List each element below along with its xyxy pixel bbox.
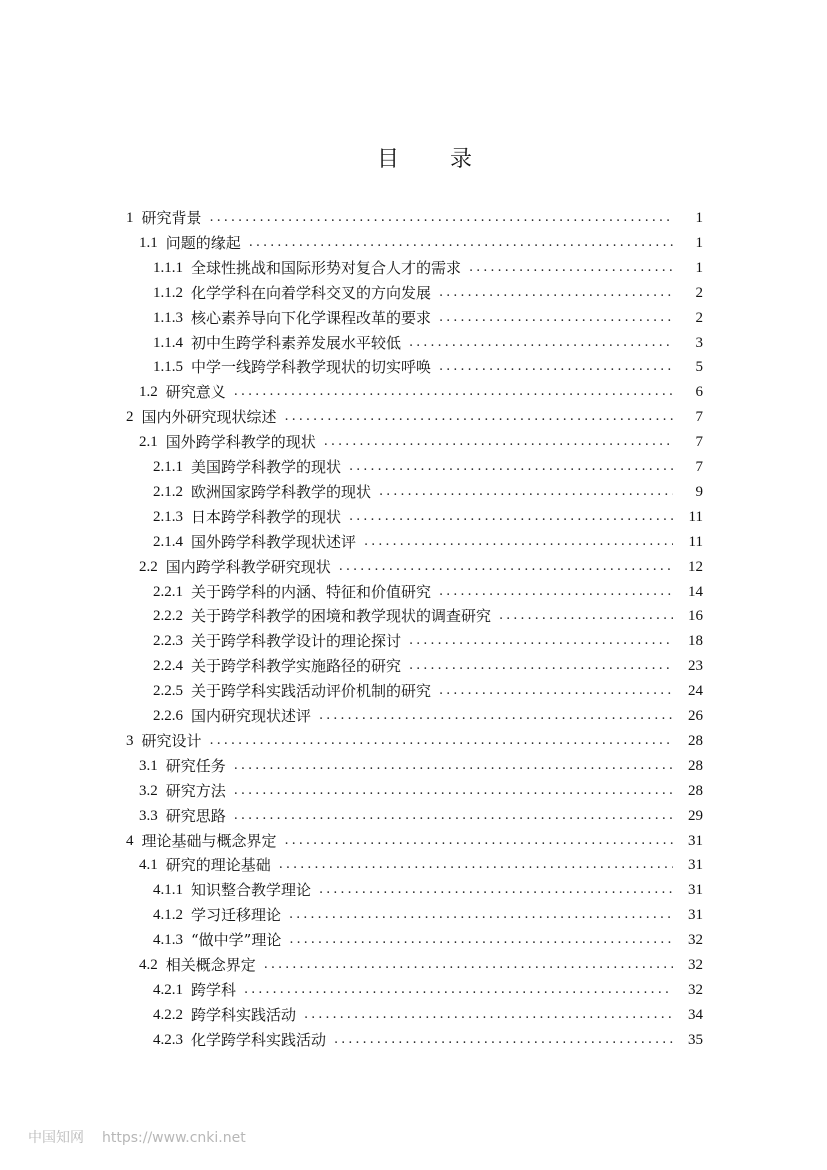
toc-dot-leader xyxy=(234,754,673,778)
toc-dot-leader xyxy=(319,878,673,902)
toc-entry[interactable] xyxy=(139,779,703,803)
toc-entry[interactable] xyxy=(126,729,703,753)
toc-entry-label: “做中学”理论 xyxy=(191,931,282,950)
toc-entry[interactable] xyxy=(153,331,703,355)
watermark-url: https://www.cnki.net xyxy=(102,1130,246,1146)
toc-entry-number: 4.2 xyxy=(139,957,158,973)
toc-entry[interactable] xyxy=(153,256,703,280)
toc-dot-leader xyxy=(244,978,673,1002)
toc-entry-number: 2.2 xyxy=(139,558,158,575)
toc-dot-leader xyxy=(249,231,673,255)
toc-dot-leader xyxy=(285,405,673,429)
toc-entry[interactable] xyxy=(139,953,703,977)
toc-entry[interactable] xyxy=(153,505,703,529)
toc-dot-leader xyxy=(319,704,673,728)
toc-entry-number: 4.2.2 xyxy=(153,1006,183,1023)
toc-entry-number: 4.2.3 xyxy=(153,1031,183,1048)
toc-entry-page-number: 1 xyxy=(695,210,703,226)
toc-entry-label: 问题的缘起 xyxy=(165,233,241,252)
toc-entry[interactable] xyxy=(153,530,703,554)
toc-entry-label: 相关概念界定 xyxy=(165,956,256,974)
toc-dot-leader xyxy=(379,480,673,504)
toc-dot-leader xyxy=(279,853,673,877)
toc-entry-label: 中学一线跨学科教学现状的切实呼唤 xyxy=(191,358,432,377)
toc-entry[interactable] xyxy=(153,878,703,902)
toc-entry-page-number: 12 xyxy=(688,558,703,575)
toc-entry[interactable] xyxy=(153,455,703,479)
toc-entry-label: 欧洲国家跨学科教学的现状 xyxy=(191,482,372,501)
toc-entry-number: 1.1.5 xyxy=(153,359,183,376)
toc-entry-label: 日本跨学科教学的现状 xyxy=(191,507,342,526)
toc-entry-page-number: 3 xyxy=(695,334,703,351)
toc-dot-leader xyxy=(334,1028,673,1052)
toc-entry[interactable] xyxy=(139,853,703,877)
toc-dot-leader xyxy=(439,355,673,379)
toc-entry-page-number: 7 xyxy=(695,459,703,475)
toc-entry[interactable] xyxy=(153,679,703,703)
toc-dot-leader xyxy=(409,654,673,678)
toc-entry-label: 核心素养导向下化学课程改革的要求 xyxy=(191,308,432,327)
toc-entry-page-number: 31 xyxy=(688,907,703,924)
toc-entry-number: 1.1.4 xyxy=(153,334,183,351)
toc-entry[interactable] xyxy=(139,231,703,255)
toc-entry-label: 国外跨学科教学的现状 xyxy=(165,433,316,452)
toc-entry-label: 研究任务 xyxy=(165,756,226,775)
toc-entry-page-number: 2 xyxy=(695,309,703,326)
toc-entry-page-number: 26 xyxy=(688,708,703,724)
toc-entry-label: 美国跨学科教学的现状 xyxy=(191,458,342,476)
toc-entry[interactable] xyxy=(153,928,703,952)
toc-entry[interactable] xyxy=(153,978,703,1002)
toc-entry-page-number: 35 xyxy=(688,1031,703,1048)
toc-entry[interactable] xyxy=(126,206,703,230)
toc-entry[interactable] xyxy=(139,430,703,454)
toc-entry-page-number: 31 xyxy=(688,857,703,874)
toc-dot-leader xyxy=(285,829,673,853)
toc-entry[interactable] xyxy=(153,704,703,728)
toc-entry-number: 3 xyxy=(126,732,134,749)
toc-dot-leader xyxy=(439,580,673,604)
toc-entry-page-number: 34 xyxy=(688,1006,703,1023)
toc-entry-label: 研究设计 xyxy=(141,731,202,750)
toc-entry-number: 3.3 xyxy=(139,807,158,824)
toc-entry-number: 2.1.2 xyxy=(153,483,183,500)
toc-entry[interactable] xyxy=(139,380,703,404)
toc-entry-number: 1 xyxy=(126,210,134,226)
toc-entry-label: 关于跨学科教学的困境和教学现状的调查研究 xyxy=(191,607,492,626)
toc-entry-page-number: 31 xyxy=(688,882,703,899)
toc-entry-label: 初中生跨学科素养发展水平较低 xyxy=(191,333,402,352)
toc-entry-number: 1.1.3 xyxy=(153,309,183,326)
toc-entry[interactable] xyxy=(153,306,703,330)
toc-entry-number: 4.1.3 xyxy=(153,932,183,949)
toc-entry[interactable] xyxy=(139,754,703,778)
toc-entry-number: 2.2.1 xyxy=(153,583,183,600)
toc-entry-page-number: 28 xyxy=(688,757,703,774)
toc-entry-page-number: 32 xyxy=(688,957,703,973)
toc-dot-leader xyxy=(289,928,673,952)
toc-dot-leader xyxy=(364,530,673,554)
toc-dot-leader xyxy=(324,430,673,454)
toc-dot-leader xyxy=(234,779,673,803)
toc-entry-number: 2.1.3 xyxy=(153,508,183,525)
toc-entry-page-number: 6 xyxy=(695,384,703,401)
toc-dot-leader xyxy=(349,505,673,529)
toc-entry-number: 2.1.4 xyxy=(153,533,183,550)
toc-entry[interactable] xyxy=(153,480,703,504)
toc-entry-label: 理论基础与概念界定 xyxy=(141,831,277,850)
toc-entry[interactable] xyxy=(153,903,703,927)
toc-entry-number: 1.2 xyxy=(139,384,158,401)
toc-entry-label: 知识整合教学理论 xyxy=(191,881,312,900)
toc-entry[interactable] xyxy=(153,629,703,653)
toc-title: 目 录 xyxy=(377,147,494,172)
toc-entry-label: 国内外研究现状综述 xyxy=(141,408,277,427)
toc-entry-label: 国外跨学科教学现状述评 xyxy=(191,532,357,551)
toc-entry-number: 2.1 xyxy=(139,434,158,451)
toc-entry-number: 1.1 xyxy=(139,234,158,251)
toc-entry-label: 研究方法 xyxy=(165,781,226,800)
toc-entry-number: 2.2.6 xyxy=(153,708,183,724)
toc-entry-label: 研究背景 xyxy=(141,209,202,227)
toc-entry-page-number: 11 xyxy=(688,508,703,525)
toc-dot-leader xyxy=(264,953,673,977)
toc-entry-label: 学习迁移理论 xyxy=(191,906,282,925)
toc-entry[interactable] xyxy=(139,555,703,579)
toc-entry-number: 1.1.1 xyxy=(153,259,183,276)
toc-entry-number: 2.2.4 xyxy=(153,658,183,675)
toc-entry-page-number: 18 xyxy=(688,633,703,650)
toc-entry-label: 研究意义 xyxy=(165,383,226,402)
toc-entry-label: 跨学科实践活动 xyxy=(191,1005,297,1024)
toc-dot-leader xyxy=(234,804,673,828)
toc-entry[interactable] xyxy=(139,804,703,828)
toc-entry[interactable] xyxy=(153,580,703,604)
toc-entry-page-number: 14 xyxy=(688,583,703,600)
toc-entry-label: 研究思路 xyxy=(165,806,226,825)
toc-entry-page-number: 7 xyxy=(695,434,703,451)
toc-entry-page-number: 29 xyxy=(688,807,703,824)
toc-entry-page-number: 28 xyxy=(688,782,703,799)
toc-entry-number: 4.1 xyxy=(139,857,158,874)
toc-entry-page-number: 5 xyxy=(695,359,703,376)
toc-entry-page-number: 23 xyxy=(688,658,703,675)
toc-dot-leader xyxy=(210,729,673,753)
toc-dot-leader xyxy=(210,206,673,230)
toc-entry-number: 2.2.2 xyxy=(153,608,183,625)
toc-dot-leader xyxy=(499,604,673,628)
toc-entry[interactable] xyxy=(153,604,703,628)
toc-entry-label: 跨学科 xyxy=(191,980,237,999)
toc-dot-leader xyxy=(339,555,673,579)
toc-entry[interactable] xyxy=(153,281,703,305)
toc-entry-page-number: 28 xyxy=(688,732,703,749)
cnki-watermark xyxy=(28,1127,246,1147)
toc-entry[interactable] xyxy=(153,1003,703,1027)
toc-entry-label: 关于跨学科实践活动评价机制的研究 xyxy=(191,682,432,701)
toc-entry-page-number: 1 xyxy=(695,259,703,276)
toc-entry-label: 关于跨学科教学实施路径的研究 xyxy=(191,657,402,676)
toc-entry-number: 4 xyxy=(126,832,134,849)
toc-entry-number: 2.2.5 xyxy=(153,683,183,700)
toc-entry-number: 3.1 xyxy=(139,757,158,774)
toc-entry-label: 关于跨学科的内涵、特征和价值研究 xyxy=(191,582,432,601)
toc-entry[interactable] xyxy=(153,654,703,678)
toc-entry-number: 1.1.2 xyxy=(153,284,183,301)
toc-dot-leader xyxy=(349,455,673,479)
toc-entry-page-number: 31 xyxy=(688,832,703,849)
toc-dot-leader xyxy=(439,306,673,330)
toc-entry-page-number: 1 xyxy=(695,234,703,251)
toc-entry-number: 2.1.1 xyxy=(153,459,183,475)
toc-entry-label: 全球性挑战和国际形势对复合人才的需求 xyxy=(191,258,462,277)
toc-entry[interactable] xyxy=(126,829,703,853)
toc-entry-page-number: 16 xyxy=(688,608,703,625)
toc-entry-number: 2.2.3 xyxy=(153,633,183,650)
toc-dot-leader xyxy=(439,281,673,305)
toc-entry-page-number: 32 xyxy=(688,981,703,998)
toc-entry-number: 4.1.2 xyxy=(153,907,183,924)
toc-entry[interactable] xyxy=(153,1028,703,1052)
toc-dot-leader xyxy=(304,1003,673,1027)
toc-dot-leader xyxy=(439,679,673,703)
toc-entry-label: 研究的理论基础 xyxy=(165,856,271,875)
toc-dot-leader xyxy=(409,331,673,355)
toc-entry-number: 2 xyxy=(126,409,134,426)
toc-dot-leader xyxy=(409,629,673,653)
toc-entry-number: 4.2.1 xyxy=(153,981,183,998)
toc-entry-page-number: 11 xyxy=(688,533,703,550)
toc-entry-label: 关于跨学科教学设计的理论探讨 xyxy=(191,632,402,651)
toc-entry-page-number: 2 xyxy=(695,284,703,301)
watermark-site-name: 中国知网 xyxy=(28,1130,84,1146)
toc-entry[interactable] xyxy=(153,355,703,379)
toc-entry-number: 3.2 xyxy=(139,782,158,799)
toc-dot-leader xyxy=(234,380,673,404)
toc-entry-page-number: 24 xyxy=(688,683,703,700)
toc-entry-label: 化学学科在向着学科交叉的方向发展 xyxy=(191,283,432,302)
toc-entry-page-number: 32 xyxy=(688,932,703,949)
toc-entry-number: 4.1.1 xyxy=(153,882,183,899)
toc-entry-label: 化学跨学科实践活动 xyxy=(191,1030,327,1049)
toc-dot-leader xyxy=(469,256,673,280)
toc-entry-page-number: 7 xyxy=(695,409,703,426)
toc-entry-label: 国内研究现状述评 xyxy=(191,707,312,725)
toc-entry-label: 国内跨学科教学研究现状 xyxy=(165,557,331,576)
toc-entry[interactable] xyxy=(126,405,703,429)
toc-entry-page-number: 9 xyxy=(695,483,703,500)
toc-dot-leader xyxy=(289,903,673,927)
